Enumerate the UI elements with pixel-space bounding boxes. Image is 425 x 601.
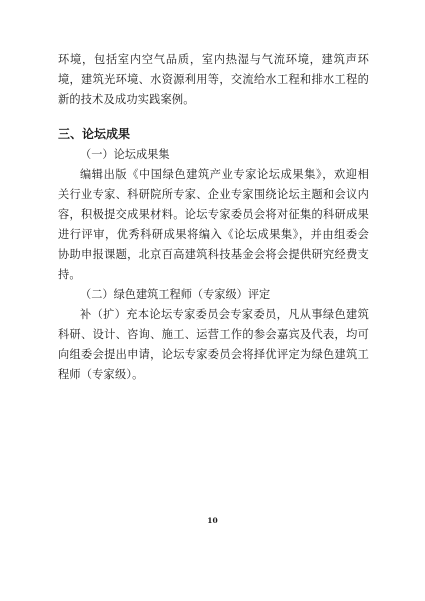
page-number: 10 <box>207 516 218 525</box>
engineer-evaluation-paragraph: 补（扩）充本论坛专家委员会专家委员，凡从事绿色建筑科研、设计、咨询、施工、运营工作的参会嘉宾及代表，均可向组委会提出申请，论坛专家委员会将择优评定为绿色建筑工程师（专家级）。 <box>58 308 369 381</box>
page-content <box>58 50 369 385</box>
proceedings-paragraph: 编辑出版《中国绿色建筑产业专家论坛成果集》，欢迎相关行业专家、科研院所专家、企业专家围绕论坛主题和会议内容，积极提交成果材料。论坛专家委员会将对征集的科研成果进行评审，优秀科研成果将编入《论坛成果集》，并由组委会协助申报课题，北京百高建筑科技基金会将会提供研究经费支持。 <box>58 168 369 281</box>
intro-paragraph: 环境，包括室内空气品质，室内热湿与气流环境，建筑声环境，建筑光环境、水资源利用等，交流给水工程和排水工程的新的技术及成功实践案例。 <box>58 53 369 106</box>
section-heading-results: 三、论坛成果 <box>58 127 131 141</box>
subsection-heading-proceedings: （一）论坛成果集 <box>80 148 170 161</box>
subsection-heading-engineer-evaluation: （二）绿色建筑工程师（专家级）评定 <box>80 288 271 301</box>
